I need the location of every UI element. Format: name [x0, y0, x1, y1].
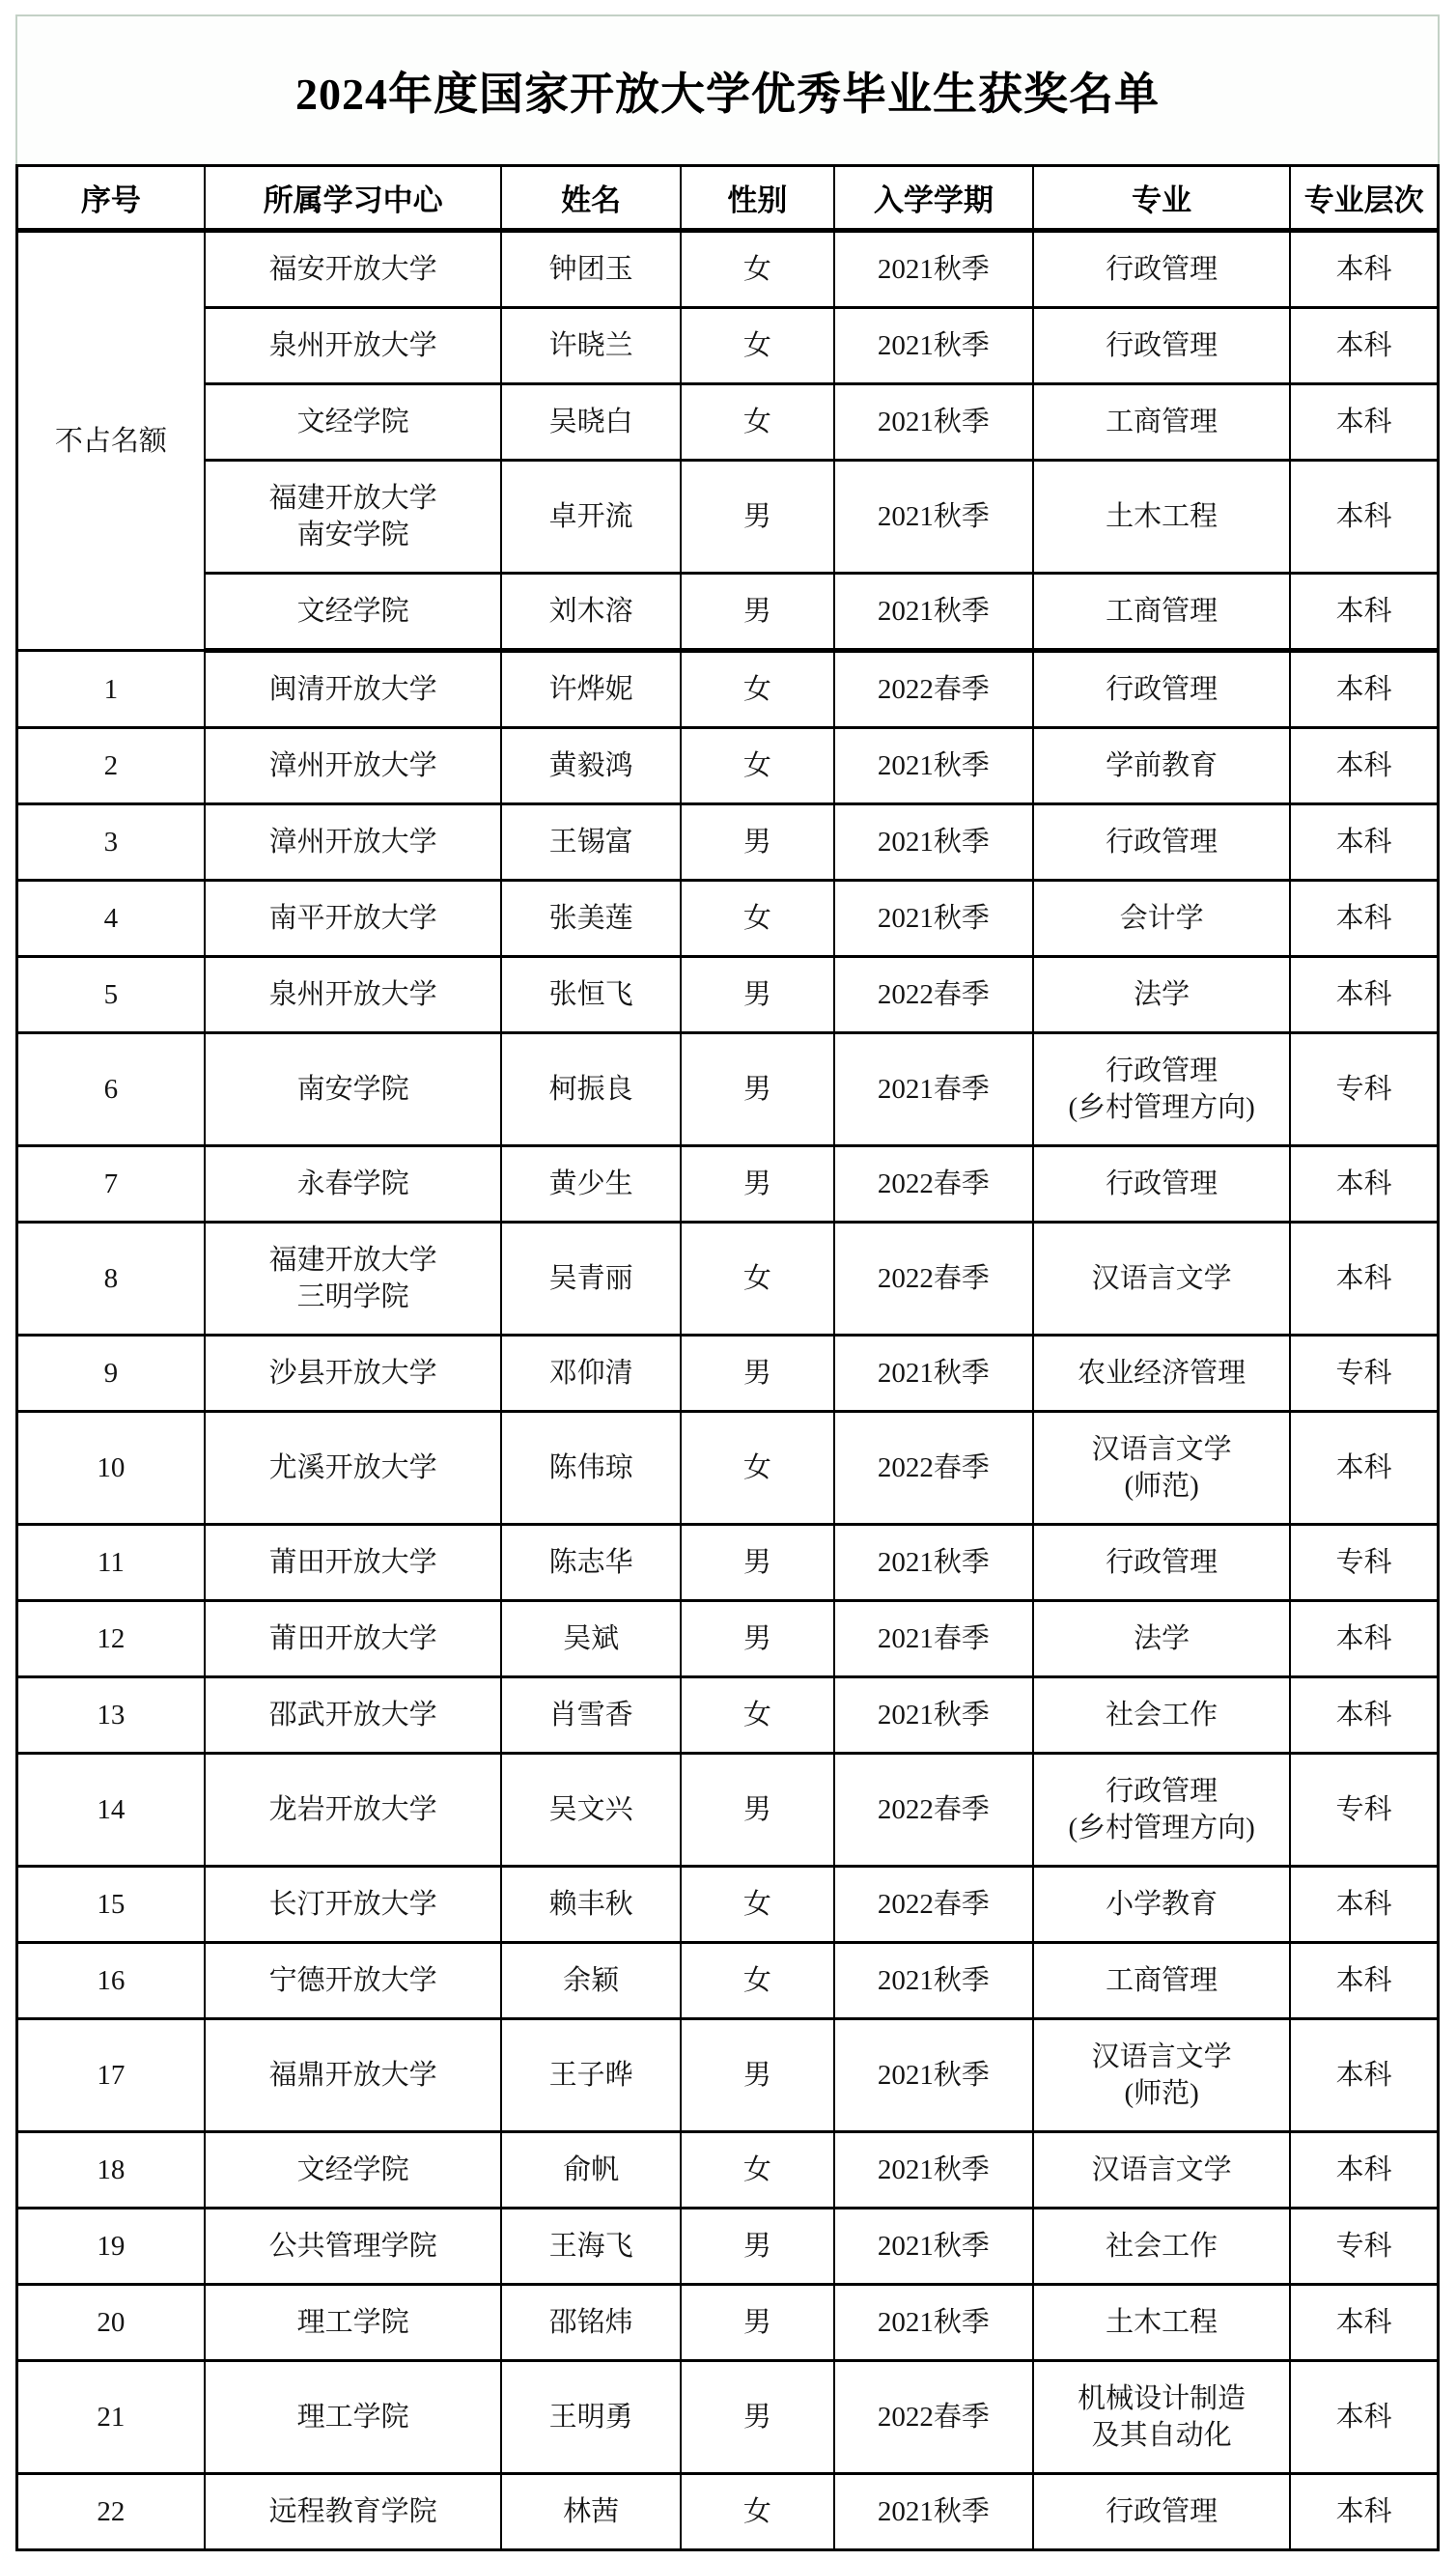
column-header-major: 专业	[1033, 166, 1290, 231]
cell-gender: 女	[681, 1223, 834, 1336]
cell-name: 柯振良	[501, 1033, 680, 1146]
cell-name: 黄毅鸿	[501, 728, 680, 804]
cell-learning-center-line: 文经学院	[296, 407, 409, 437]
cell-semester: 2021春季	[834, 1033, 1033, 1146]
table-row	[17, 1867, 1439, 1943]
cell-name: 吴晓白	[501, 384, 680, 461]
cell-major	[1033, 1146, 1290, 1223]
cell-seq: 18	[17, 2132, 205, 2209]
cell-learning-center-line: 泉州开放大学	[268, 330, 437, 361]
cell-learning-center-line: 公共管理学院	[268, 2231, 437, 2262]
cell-gender: 男	[681, 957, 834, 1033]
cell-seq: 13	[17, 1677, 205, 1754]
cell-major-line: 土木工程	[1106, 501, 1218, 532]
cell-level: 本科	[1290, 2019, 1438, 2132]
cell-learning-center	[205, 651, 502, 728]
table-row	[17, 804, 1439, 881]
cell-learning-center	[205, 574, 502, 651]
cell-major-line: 机械设计制造	[1078, 2383, 1246, 2414]
table-body	[17, 231, 1439, 2550]
cell-major-line: 会计学	[1119, 903, 1204, 934]
cell-name: 王子晔	[501, 2019, 680, 2132]
cell-major	[1033, 1943, 1290, 2019]
cell-level: 本科	[1290, 231, 1438, 308]
cell-gender: 女	[681, 651, 834, 728]
cell-major-line: 农业经济管理	[1078, 1358, 1246, 1389]
cell-seq: 4	[17, 881, 205, 957]
cell-gender: 女	[681, 308, 834, 384]
cell-seq: 7	[17, 1146, 205, 1223]
cell-gender: 男	[681, 2019, 834, 2132]
cell-learning-center	[205, 231, 502, 308]
cell-semester: 2022春季	[834, 2361, 1033, 2474]
cell-level: 本科	[1290, 2474, 1438, 2550]
cell-major	[1033, 1677, 1290, 1754]
cell-major-line: 行政管理	[1106, 1055, 1218, 1086]
cell-seq: 8	[17, 1223, 205, 1336]
cell-gender: 女	[681, 728, 834, 804]
cell-learning-center-line: 福鼎开放大学	[268, 2060, 437, 2091]
cell-learning-center-line: 龙岩开放大学	[268, 1794, 437, 1825]
column-header-semester: 入学学期	[834, 166, 1033, 231]
cell-semester: 2021秋季	[834, 1943, 1033, 2019]
cell-major	[1033, 1754, 1290, 1867]
cell-major	[1033, 804, 1290, 881]
title-block	[15, 14, 1440, 164]
table-row	[17, 2132, 1439, 2209]
cell-gender: 男	[681, 2209, 834, 2285]
cell-learning-center	[205, 1336, 502, 1412]
cell-major	[1033, 2285, 1290, 2361]
column-header-level: 专业层次	[1290, 166, 1438, 231]
cell-seq: 17	[17, 2019, 205, 2132]
cell-major-line: (乡村管理方向)	[1068, 1092, 1255, 1123]
cell-semester: 2021秋季	[834, 461, 1033, 574]
cell-level: 专科	[1290, 1033, 1438, 1146]
cell-major-line: 汉语言文学	[1091, 1263, 1232, 1294]
cell-learning-center-line: 闽清开放大学	[268, 674, 437, 705]
cell-semester: 2022春季	[834, 957, 1033, 1033]
cell-semester: 2021春季	[834, 1601, 1033, 1677]
column-header-name: 姓名	[501, 166, 680, 231]
cell-semester: 2021秋季	[834, 308, 1033, 384]
cell-learning-center-line: 沙县开放大学	[268, 1358, 437, 1389]
cell-seq: 6	[17, 1033, 205, 1146]
cell-semester: 2021秋季	[834, 1677, 1033, 1754]
cell-major-line: 工商管理	[1106, 407, 1218, 437]
cell-major	[1033, 1336, 1290, 1412]
cell-name: 俞帆	[501, 2132, 680, 2209]
document-sheet	[0, 14, 1456, 2551]
table-row	[17, 574, 1439, 651]
cell-major-line: 行政管理	[1106, 2496, 1218, 2527]
cell-semester: 2022春季	[834, 1223, 1033, 1336]
cell-name: 吴青丽	[501, 1223, 680, 1336]
cell-learning-center-line: 南安学院	[296, 1074, 409, 1105]
table-row	[17, 651, 1439, 728]
table-row	[17, 1677, 1439, 1754]
cell-level: 本科	[1290, 804, 1438, 881]
cell-learning-center-line: 邵武开放大学	[268, 1700, 437, 1731]
cell-gender: 男	[681, 1033, 834, 1146]
cell-semester: 2021秋季	[834, 881, 1033, 957]
cell-seq: 3	[17, 804, 205, 881]
cell-semester: 2021秋季	[834, 2019, 1033, 2132]
cell-name: 赖丰秋	[501, 1867, 680, 1943]
cell-major	[1033, 2361, 1290, 2474]
cell-level: 本科	[1290, 1677, 1438, 1754]
table-row	[17, 1601, 1439, 1677]
cell-major-line: (师范)	[1124, 2078, 1199, 2109]
cell-seq: 22	[17, 2474, 205, 2550]
table-row	[17, 1033, 1439, 1146]
table-row	[17, 1943, 1439, 2019]
cell-level: 本科	[1290, 957, 1438, 1033]
cell-major-line: 土木工程	[1106, 2307, 1218, 2338]
cell-learning-center-line: 远程教育学院	[268, 2496, 437, 2527]
cell-name: 许烨妮	[501, 651, 680, 728]
cell-learning-center-line: 永春学院	[296, 1168, 409, 1199]
cell-level: 本科	[1290, 881, 1438, 957]
cell-learning-center	[205, 2361, 502, 2474]
cell-learning-center-line: 莆田开放大学	[268, 1623, 437, 1654]
cell-level: 本科	[1290, 1601, 1438, 1677]
cell-level: 本科	[1290, 574, 1438, 651]
cell-seq: 14	[17, 1754, 205, 1867]
cell-seq: 15	[17, 1867, 205, 1943]
cell-learning-center	[205, 1412, 502, 1525]
cell-gender: 女	[681, 881, 834, 957]
cell-learning-center	[205, 2285, 502, 2361]
column-header-seq: 序号	[17, 166, 205, 231]
cell-major-line: 行政管理	[1106, 1547, 1218, 1578]
cell-major-line: (师范)	[1124, 1471, 1199, 1502]
cell-major	[1033, 574, 1290, 651]
cell-semester: 2021秋季	[834, 2285, 1033, 2361]
cell-seq: 11	[17, 1525, 205, 1601]
cell-level: 专科	[1290, 1754, 1438, 1867]
cell-major	[1033, 384, 1290, 461]
cell-name: 吴文兴	[501, 1754, 680, 1867]
cell-seq: 9	[17, 1336, 205, 1412]
column-header-gender: 性别	[681, 166, 834, 231]
cell-name: 钟团玉	[501, 231, 680, 308]
cell-seq: 5	[17, 957, 205, 1033]
cell-major	[1033, 2209, 1290, 2285]
cell-gender: 女	[681, 1677, 834, 1754]
cell-major-line: 及其自动化	[1091, 2420, 1232, 2451]
table-row	[17, 1146, 1439, 1223]
cell-major	[1033, 2019, 1290, 2132]
award-winners-table	[15, 164, 1440, 2551]
cell-learning-center-line: 福安开放大学	[268, 254, 437, 285]
cell-learning-center-line: 尤溪开放大学	[268, 1452, 437, 1483]
cell-major-line: (乡村管理方向)	[1068, 1813, 1255, 1843]
cell-learning-center-line: 漳州开放大学	[268, 750, 437, 781]
cell-learning-center	[205, 2209, 502, 2285]
table-row	[17, 461, 1439, 574]
table-row	[17, 1525, 1439, 1601]
cell-major-line: 工商管理	[1106, 1965, 1218, 1996]
cell-learning-center	[205, 461, 502, 574]
cell-major	[1033, 308, 1290, 384]
cell-learning-center	[205, 2474, 502, 2550]
cell-gender: 男	[681, 1754, 834, 1867]
table-row	[17, 881, 1439, 957]
cell-major	[1033, 957, 1290, 1033]
cell-seq: 1	[17, 651, 205, 728]
cell-learning-center	[205, 1601, 502, 1677]
cell-name: 张恒飞	[501, 957, 680, 1033]
cell-major-line: 行政管理	[1106, 827, 1218, 858]
cell-name: 王锡富	[501, 804, 680, 881]
cell-level: 本科	[1290, 1412, 1438, 1525]
cell-learning-center-line: 理工学院	[296, 2307, 409, 2338]
cell-level: 本科	[1290, 461, 1438, 574]
table-row	[17, 384, 1439, 461]
cell-gender: 男	[681, 1146, 834, 1223]
cell-learning-center-line: 莆田开放大学	[268, 1547, 437, 1578]
cell-gender: 男	[681, 2361, 834, 2474]
cell-semester: 2021秋季	[834, 231, 1033, 308]
cell-major-line: 行政管理	[1106, 674, 1218, 705]
cell-name: 刘木溶	[501, 574, 680, 651]
table-row	[17, 1336, 1439, 1412]
cell-major	[1033, 651, 1290, 728]
cell-seq: 20	[17, 2285, 205, 2361]
cell-major	[1033, 2132, 1290, 2209]
cell-name: 陈志华	[501, 1525, 680, 1601]
cell-learning-center	[205, 881, 502, 957]
cell-name: 邵铭炜	[501, 2285, 680, 2361]
cell-gender: 女	[681, 1943, 834, 2019]
cell-level: 本科	[1290, 2361, 1438, 2474]
table-row	[17, 2209, 1439, 2285]
table-row	[17, 1223, 1439, 1336]
cell-learning-center	[205, 804, 502, 881]
cell-learning-center-line: 理工学院	[296, 2402, 409, 2433]
table-row	[17, 2019, 1439, 2132]
table-row	[17, 1754, 1439, 1867]
cell-name: 王明勇	[501, 2361, 680, 2474]
cell-gender: 女	[681, 2474, 834, 2550]
cell-gender: 女	[681, 1412, 834, 1525]
cell-name: 张美莲	[501, 881, 680, 957]
cell-learning-center	[205, 1867, 502, 1943]
cell-name: 许晓兰	[501, 308, 680, 384]
column-header-learning-center: 所属学习中心	[205, 166, 502, 231]
cell-name: 吴斌	[501, 1601, 680, 1677]
cell-gender: 男	[681, 461, 834, 574]
cell-learning-center	[205, 1677, 502, 1754]
cell-level: 专科	[1290, 2209, 1438, 2285]
cell-learning-center	[205, 308, 502, 384]
cell-name: 卓开流	[501, 461, 680, 574]
cell-major-line: 行政管理	[1106, 254, 1218, 285]
cell-major	[1033, 728, 1290, 804]
cell-major-line: 行政管理	[1106, 1776, 1218, 1807]
cell-level: 本科	[1290, 728, 1438, 804]
cell-major	[1033, 1033, 1290, 1146]
cell-gender: 女	[681, 384, 834, 461]
cell-semester: 2021秋季	[834, 1525, 1033, 1601]
table-row	[17, 957, 1439, 1033]
cell-level: 本科	[1290, 1943, 1438, 2019]
cell-seq: 16	[17, 1943, 205, 2019]
cell-seq-merged: 不占名额	[17, 231, 205, 651]
cell-learning-center-line: 长汀开放大学	[268, 1889, 437, 1920]
cell-level: 本科	[1290, 384, 1438, 461]
cell-learning-center-line: 漳州开放大学	[268, 827, 437, 858]
cell-gender: 男	[681, 1336, 834, 1412]
cell-major	[1033, 1223, 1290, 1336]
cell-level: 本科	[1290, 651, 1438, 728]
cell-name: 黄少生	[501, 1146, 680, 1223]
cell-level: 本科	[1290, 2285, 1438, 2361]
cell-gender: 男	[681, 804, 834, 881]
cell-name: 王海飞	[501, 2209, 680, 2285]
cell-semester: 2021秋季	[834, 2209, 1033, 2285]
cell-seq: 19	[17, 2209, 205, 2285]
cell-name: 林茜	[501, 2474, 680, 2550]
cell-seq: 21	[17, 2361, 205, 2474]
table-row	[17, 2361, 1439, 2474]
cell-learning-center	[205, 1033, 502, 1146]
cell-learning-center	[205, 957, 502, 1033]
cell-gender: 男	[681, 574, 834, 651]
cell-seq: 12	[17, 1601, 205, 1677]
cell-gender: 男	[681, 1525, 834, 1601]
cell-major-line: 汉语言文学	[1091, 2154, 1232, 2185]
cell-semester: 2021秋季	[834, 2474, 1033, 2550]
cell-learning-center	[205, 384, 502, 461]
cell-semester: 2021秋季	[834, 574, 1033, 651]
table-row	[17, 2474, 1439, 2550]
cell-learning-center-line: 南安学院	[296, 520, 409, 550]
cell-learning-center	[205, 2132, 502, 2209]
cell-major	[1033, 461, 1290, 574]
cell-learning-center	[205, 1754, 502, 1867]
cell-learning-center-line: 福建开放大学	[268, 1245, 437, 1276]
cell-gender: 女	[681, 2132, 834, 2209]
cell-learning-center	[205, 728, 502, 804]
cell-name: 肖雪香	[501, 1677, 680, 1754]
cell-semester: 2022春季	[834, 651, 1033, 728]
cell-major-line: 社会工作	[1106, 2231, 1218, 2262]
cell-seq: 10	[17, 1412, 205, 1525]
cell-level: 专科	[1290, 1525, 1438, 1601]
cell-major-line: 法学	[1134, 1623, 1190, 1654]
cell-gender: 女	[681, 1867, 834, 1943]
cell-semester: 2021秋季	[834, 2132, 1033, 2209]
cell-semester: 2022春季	[834, 1146, 1033, 1223]
cell-seq: 2	[17, 728, 205, 804]
cell-major-line: 工商管理	[1106, 596, 1218, 627]
cell-gender: 男	[681, 1601, 834, 1677]
cell-semester: 2022春季	[834, 1412, 1033, 1525]
table-row	[17, 231, 1439, 308]
cell-learning-center-line: 南平开放大学	[268, 903, 437, 934]
cell-learning-center	[205, 1146, 502, 1223]
cell-learning-center-line: 泉州开放大学	[268, 979, 437, 1010]
table-row	[17, 728, 1439, 804]
cell-learning-center	[205, 2019, 502, 2132]
cell-learning-center-line: 福建开放大学	[268, 483, 437, 514]
cell-major-line: 法学	[1134, 979, 1190, 1010]
cell-semester: 2021秋季	[834, 384, 1033, 461]
cell-semester: 2022春季	[834, 1754, 1033, 1867]
cell-major	[1033, 1601, 1290, 1677]
cell-learning-center	[205, 1525, 502, 1601]
cell-semester: 2021秋季	[834, 1336, 1033, 1412]
cell-major	[1033, 2474, 1290, 2550]
cell-major	[1033, 1525, 1290, 1601]
cell-major-line: 行政管理	[1106, 1168, 1218, 1199]
cell-learning-center	[205, 1943, 502, 2019]
cell-semester: 2022春季	[834, 1867, 1033, 1943]
cell-level: 本科	[1290, 1223, 1438, 1336]
cell-major-line: 行政管理	[1106, 330, 1218, 361]
cell-major-line: 学前教育	[1106, 750, 1218, 781]
cell-level: 本科	[1290, 308, 1438, 384]
cell-name: 陈伟琼	[501, 1412, 680, 1525]
cell-major	[1033, 881, 1290, 957]
cell-major	[1033, 1412, 1290, 1525]
cell-major	[1033, 1867, 1290, 1943]
cell-gender: 男	[681, 2285, 834, 2361]
cell-learning-center	[205, 1223, 502, 1336]
page-title: 2024年度国家开放大学优秀毕业生获奖名单	[295, 69, 1160, 119]
cell-semester: 2021秋季	[834, 728, 1033, 804]
cell-level: 本科	[1290, 1146, 1438, 1223]
table-row	[17, 1412, 1439, 1525]
cell-learning-center-line: 文经学院	[296, 2154, 409, 2185]
table-header-row	[17, 166, 1439, 231]
cell-learning-center-line: 三明学院	[296, 1281, 409, 1312]
table-row	[17, 308, 1439, 384]
cell-level: 专科	[1290, 1336, 1438, 1412]
cell-gender: 女	[681, 231, 834, 308]
cell-semester: 2021秋季	[834, 804, 1033, 881]
cell-major-line: 汉语言文学	[1091, 2041, 1232, 2072]
cell-major-line: 小学教育	[1106, 1889, 1218, 1920]
cell-level: 本科	[1290, 1867, 1438, 1943]
cell-major	[1033, 231, 1290, 308]
table-row	[17, 2285, 1439, 2361]
cell-name: 邓仰清	[501, 1336, 680, 1412]
cell-learning-center-line: 宁德开放大学	[268, 1965, 437, 1996]
cell-learning-center-line: 文经学院	[296, 596, 409, 627]
cell-major-line: 汉语言文学	[1091, 1434, 1232, 1465]
cell-name: 余颖	[501, 1943, 680, 2019]
cell-level: 本科	[1290, 2132, 1438, 2209]
cell-major-line: 社会工作	[1106, 1700, 1218, 1731]
